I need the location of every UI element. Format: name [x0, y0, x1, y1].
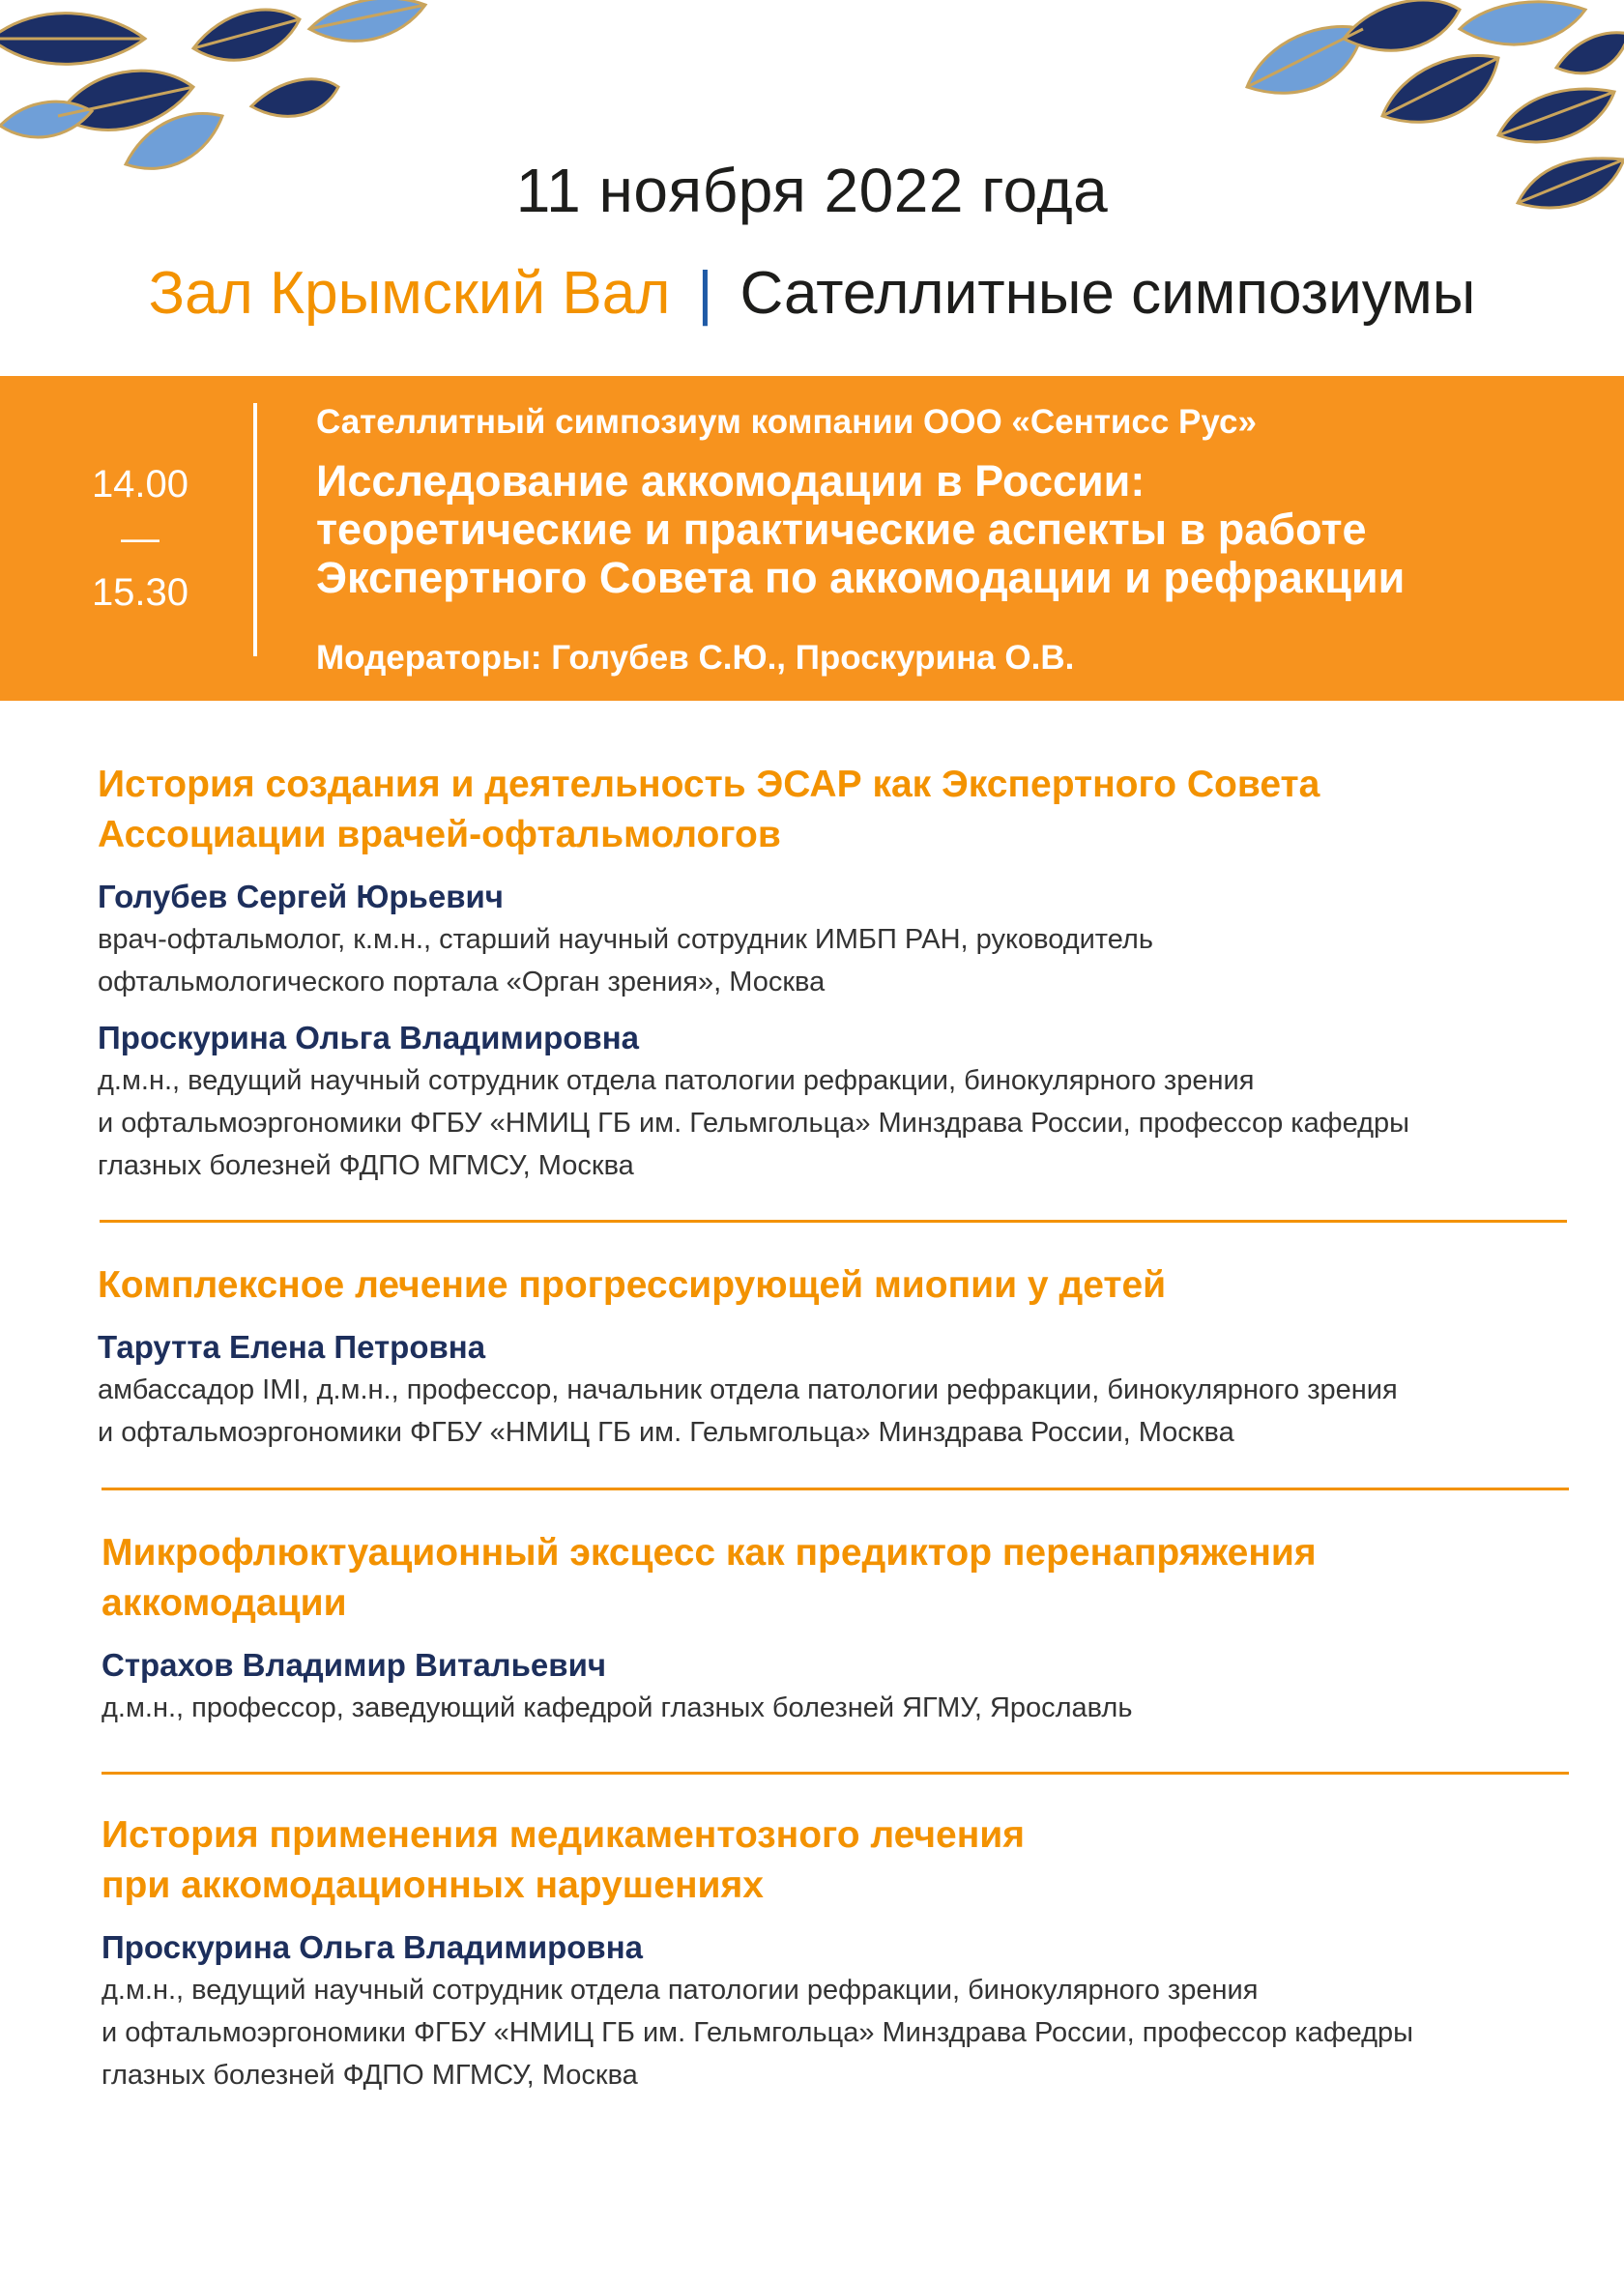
talk-title [98, 760, 1624, 860]
time-dash: — [121, 517, 160, 560]
talk-title-line: при аккомодационных нарушениях [102, 1864, 764, 1906]
talk-title-line: Ассоциации врачей-офтальмологов [98, 814, 781, 855]
talk-title [98, 1260, 1624, 1311]
session-title [316, 457, 1602, 602]
hall-heading [0, 259, 1624, 328]
talk-item [98, 1260, 1624, 1454]
section-divider [100, 1220, 1567, 1223]
affiliation-line: д.м.н., ведущий научный сотрудник отдела патологии рефракции, бинокулярного зрения [102, 1975, 1259, 2006]
speaker [98, 1326, 1624, 1454]
session-title-line: теоретические и практические аспекты в работе [316, 505, 1367, 554]
session-time [58, 457, 222, 620]
speaker-name: Тарутта Елена Петровна [98, 1329, 486, 1365]
speaker [102, 1926, 1624, 2096]
talk-title-line: Микрофлюктуационный эксцесс как предиктор перенапряжения [102, 1532, 1317, 1574]
affiliation-line: и офтальмоэргономики ФГБУ «НМИЦ ГБ им. Гельмгольца» Минздрава России, профессор кафедры [102, 2017, 1413, 2048]
session-moderators: Модераторы: Голубев С.Ю., Проскурина О.В. [316, 639, 1075, 677]
talk-title-line: Комплексное лечение прогрессирующей миопии у детей [98, 1264, 1167, 1306]
session-title-line: Исследование аккомодации в России: [316, 456, 1146, 506]
talk-title-line: История создания и деятельность ЭСАР как Экспертного Совета [98, 764, 1320, 805]
section-type: Сателлитные симпозиумы [740, 260, 1476, 327]
talk-title [102, 1528, 1624, 1629]
talk-item [102, 1810, 1624, 2096]
speaker-affiliation [98, 1369, 1624, 1454]
session-banner [0, 376, 1624, 701]
talk-title [102, 1810, 1624, 1911]
speaker-name: Проскурина Ольга Владимировна [102, 1929, 644, 1965]
hall-separator: | [697, 260, 713, 327]
section-divider [102, 1772, 1569, 1775]
event-date: 11 ноября 2022 года [515, 156, 1109, 225]
time-start: 14.00 [91, 463, 189, 506]
hall-name: Зал Крымский Вал [148, 260, 671, 327]
speaker-name: Проскурина Ольга Владимировна [98, 1020, 640, 1055]
talk-item [102, 1528, 1624, 1729]
section-divider [102, 1488, 1569, 1490]
speaker-affiliation [98, 1059, 1624, 1187]
speaker [102, 1644, 1624, 1729]
talk-title-line: аккомодации [102, 1582, 347, 1624]
speaker-affiliation [102, 1969, 1624, 2096]
affiliation-line: и офтальмоэргономики ФГБУ «НМИЦ ГБ им. Гельмгольца» Минздрава России, профессор кафедры [98, 1108, 1409, 1139]
affiliation-line: глазных болезней ФДПО МГМСУ, Москва [102, 2060, 638, 2091]
talk-item [98, 760, 1624, 1187]
banner-divider [253, 403, 257, 656]
affiliation-line: амбассадор IMI, д.м.н., профессор, начальник отдела патологии рефракции, бинокулярного зрения [98, 1374, 1398, 1405]
talk-title-line: История применения медикаментозного лечения [102, 1814, 1026, 1856]
speaker-affiliation [102, 1687, 1624, 1729]
speaker-name: Голубев Сергей Юрьевич [98, 879, 504, 914]
affiliation-line: офтальмологического портала «Орган зрения», Москва [98, 967, 826, 997]
session-company: Сателлитный симпозиум компании ООО «Сентисс Рус» [316, 403, 1257, 441]
session-title-line: Экспертного Совета по аккомодации и рефракции [316, 553, 1406, 602]
affiliation-line: д.м.н., ведущий научный сотрудник отдела патологии рефракции, бинокулярного зрения [98, 1065, 1255, 1096]
affiliation-line: д.м.н., профессор, заведующий кафедрой глазных болезней ЯГМУ, Ярославль [102, 1692, 1133, 1723]
speaker [98, 1017, 1624, 1187]
time-end: 15.30 [91, 571, 189, 614]
affiliation-line: врач-офтальмолог, к.м.н., старший научный сотрудник ИМБП РАН, руководитель [98, 924, 1153, 955]
speaker-affiliation [98, 918, 1624, 1003]
affiliation-line: глазных болезней ФДПО МГМСУ, Москва [98, 1150, 634, 1181]
affiliation-line: и офтальмоэргономики ФГБУ «НМИЦ ГБ им. Гельмгольца» Минздрава России, Москва [98, 1417, 1234, 1448]
speaker-name: Страхов Владимир Витальевич [102, 1647, 607, 1683]
speaker [98, 876, 1624, 1003]
